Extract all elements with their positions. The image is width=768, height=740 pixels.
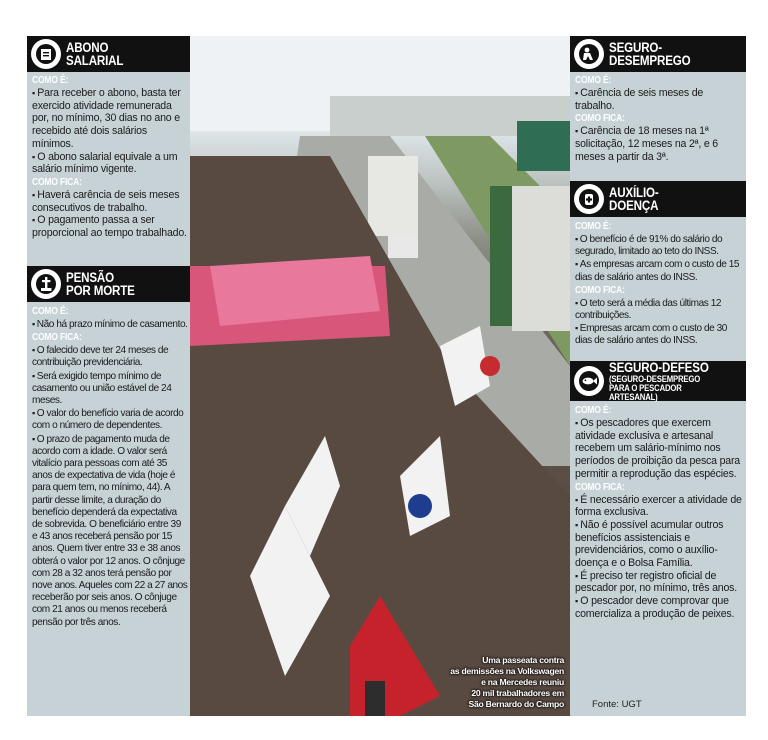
photo-caption: Uma passeata contra as demissões na Volkswagen e na Mercedes reuniu 20 mil trabalhadores em São Bernardo do Campo (450, 655, 564, 709)
pensao-como-fica-item: ▪ Será exigido tempo mínimo de casamento ou união estável de 24 meses. (32, 370, 188, 408)
auxilio-body (575, 220, 743, 348)
seguro-desemprego-header (570, 36, 746, 72)
medicine-icon (574, 184, 604, 214)
seguro-defeso-subtitle: (SEGURO-DESEMPREGO PARA O PESCADOR ARTESANAL) (609, 373, 701, 402)
abono-body (32, 74, 188, 240)
abono-como-e-item: ▪ Para receber o abono, basta ter exercido atividade remunerada por, no mínimo, 30 dias no ano e recebido até dois salários mínimos. (32, 87, 188, 151)
auxilio-title: AUXÍLIO- DOENÇA (609, 185, 659, 213)
seguro-desemprego-title: SEGURO- DESEMPREGO (609, 40, 691, 68)
left-info-column (27, 36, 190, 716)
abono-como-e-item: ▪ O abono salarial equivale a um salário mínimo vigente. (32, 151, 188, 176)
worker-icon (574, 39, 604, 69)
pensao-title: PENSÃO POR MORTE (66, 270, 135, 298)
pensao-como-fica-item: ▪ O falecido deve ter 24 meses de contribuição previdenciária. (32, 344, 188, 369)
protest-photo (190, 36, 570, 716)
seguro-defeso-header (570, 361, 746, 401)
auxilio-como-e-item: ▪ O benefício é de 91% do salário do segurado, limitado ao teto do INSS. (575, 233, 743, 258)
abono-como-fica-label: COMO FICA: (32, 176, 82, 188)
seguro-desemprego-como-fica-label: COMO FICA: (575, 113, 625, 125)
seguro-defeso-como-e-item: ▪ Os pescadores que exercem atividade exclusiva e artesanal recebem um salário-mínimo nos períodos de proibição da pesca para permitir a reprodução das espécies. (575, 417, 743, 481)
seguro-defeso-como-fica-item: ▪ Não é possível acumular outros benefícios assistenciais e previdenciários, como o auxílio-doença e o Bolsa Família. (575, 519, 743, 570)
pensao-como-fica-item: ▪ O prazo de pagamento muda de acordo com a idade. O valor será vitalício para pessoas com até 35 anos de expectativa de vida (hoje é para quem tem, no mínimo, 44). A partir desse limite, a duração do benefício dependerá da expectativa de sobrevida. O beneficiário entre 39 e 43 anos receberá pensão por 15 anos. Quem tiver entre 33 e 38 anos obterá o valor por 12 anos. O cônjuge com 28 a 32 anos terá pensão por nove anos. Aqueles com 22 a 27 anos receberão por seis anos. O cônjuge com 21 anos ou menos receberá pensão por três anos. (32, 433, 188, 629)
abono-como-fica-item: ▪ Haverá carência de seis meses consecutivos de trabalho. (32, 189, 188, 214)
abono-header (27, 36, 205, 72)
seguro-desemprego-como-e-label: COMO É: (575, 75, 612, 86)
tombstone-icon (31, 269, 61, 299)
abono-title: ABONO SALARIAL (66, 40, 124, 68)
seguro-defeso-como-fica-item: ▪ É preciso ter registro oficial de pescador por, no mínimo, três anos. (575, 570, 743, 595)
pensao-como-fica-item: ▪ O valor do benefício varia de acordo com o número de dependentes. (32, 407, 188, 432)
pensao-body (32, 305, 188, 629)
right-info-column (570, 36, 746, 716)
seguro-defeso-como-fica-item: ▪ É necessário exercer a atividade de forma exclusiva. (575, 494, 743, 519)
seguro-desemprego-como-e-item: ▪ Carência de seis meses de trabalho. (575, 87, 743, 112)
abono-como-fica-item: ▪ O pagamento passa a ser proporcional ao tempo trabalhado. (32, 214, 188, 239)
wallet-icon (31, 39, 61, 69)
seguro-defeso-como-fica-label: COMO FICA: (575, 481, 625, 493)
fish-icon (574, 366, 604, 396)
seguro-desemprego-como-fica-item: ▪ Carência de 18 meses na 1ª solicitação, 12 meses na 2ª, e 6 meses a partir da 3ª. (575, 125, 743, 163)
auxilio-como-fica-item: ▪ O teto será a média das últimas 12 contribuições. (575, 297, 743, 322)
auxilio-como-e-label: COMO É: (575, 221, 612, 232)
seguro-defeso-body (575, 404, 743, 621)
abono-como-e-label: COMO É: (32, 75, 69, 86)
source-credit: Fonte: UGT (592, 699, 642, 710)
seguro-desemprego-body (575, 74, 743, 164)
protest-scene-illustration (190, 36, 570, 716)
auxilio-como-fica-item: ▪ Empresas arcam com o custo de 30 dias de salário antes do INSS. (575, 322, 743, 347)
auxilio-como-e-item: ▪ As empresas arcam com o custo de 15 dias de salário antes do INSS. (575, 258, 743, 283)
pensao-como-fica-label: COMO FICA: (32, 332, 82, 344)
seguro-defeso-como-e-label: COMO É: (575, 405, 612, 416)
pensao-como-e-item: ▪ Não há prazo mínimo de casamento. (32, 318, 188, 331)
seguro-defeso-como-fica-item: ▪ O pescador deve comprovar que comercializa a produção de peixes. (575, 595, 743, 620)
pensao-como-e-label: COMO É: (32, 306, 69, 317)
auxilio-header (570, 181, 746, 217)
seguro-defeso-title: SEGURO-DEFESO (609, 359, 709, 375)
pensao-header (27, 266, 205, 302)
auxilio-como-fica-label: COMO FICA: (575, 284, 625, 296)
